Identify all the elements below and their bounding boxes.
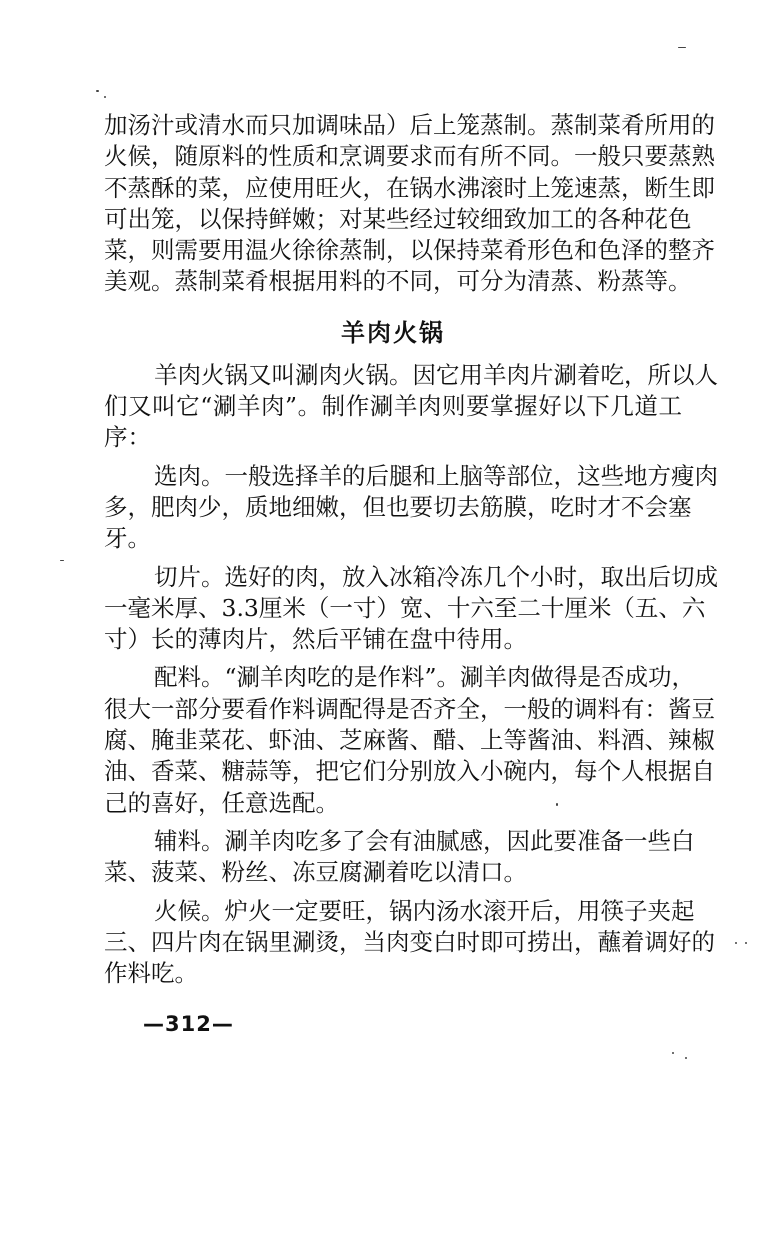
intro-line: 火候，随原料的性质和烹调要求而有所不同。一般只要蒸熟 <box>104 142 715 171</box>
scan-speck <box>672 1052 674 1054</box>
scan-speck <box>556 803 558 806</box>
paragraph-line: 菜、菠菜、粉丝、冻豆腐涮着吃以清口。 <box>104 858 527 887</box>
paragraph-line: 一毫米厚、3.3厘米（一寸）宽、十六至二十厘米（五、六 <box>104 593 706 622</box>
scan-speck <box>745 942 747 944</box>
paragraph-line: 们又叫它“涮羊肉”。制作涮羊肉则要掌握好以下几道工 <box>104 392 682 421</box>
paragraph <box>104 826 695 889</box>
scan-speck <box>104 96 106 98</box>
paragraph <box>104 662 715 818</box>
paragraph-line: 多，肥肉少，质地细嫩，但也要切去筋膜，吃时才不会塞 <box>104 492 692 521</box>
document-page <box>104 110 718 989</box>
paragraph <box>104 360 718 454</box>
paragraph-line: 配料。“涮羊肉吃的是作料”。涮羊肉做得是否成功， <box>154 663 696 692</box>
paragraph-line: 选肉。一般选择羊的后腿和上脑等部位，这些地方瘦肉 <box>154 461 718 490</box>
paragraph <box>104 562 718 656</box>
paragraph-line: 己的喜好，任意选配。 <box>104 788 339 817</box>
scan-speck <box>96 90 99 92</box>
paragraph-line: 牙。 <box>104 524 151 553</box>
scan-speck <box>735 942 737 944</box>
paragraph-line: 切片。选好的肉，放入冰箱冷冻几个小时，取出后切成 <box>154 562 718 591</box>
page-number: —312— <box>143 1012 234 1036</box>
paragraph-line: 序： <box>104 423 151 452</box>
paragraph-line: 腐、腌韭菜花、虾油、芝麻酱、醋、上等酱油、料酒、辣椒 <box>104 726 715 755</box>
scan-speck <box>60 560 64 561</box>
paragraph <box>104 461 718 555</box>
paragraph <box>104 896 715 990</box>
scan-speck <box>678 47 686 48</box>
paragraph-line: 作料吃。 <box>104 959 198 988</box>
intro-line: 美观。蒸制菜肴根据用料的不同，可分为清蒸、粉蒸等。 <box>104 267 692 296</box>
intro-line: 不蒸酥的菜，应使用旺火，在锅水沸滚时上笼速蒸，断生即 <box>104 173 715 202</box>
intro-line: 加汤汁或清水而只加调味品）后上笼蒸制。蒸制菜肴所用的 <box>104 111 715 139</box>
intro-line: 菜，则需要用温火徐徐蒸制，以保持菜肴形色和色泽的整齐 <box>104 236 715 265</box>
paragraph-line: 油、香菜、糖蒜等，把它们分别放入小碗内，每个人根据自 <box>104 757 715 786</box>
paragraph-line: 寸）长的薄肉片，然后平铺在盘中待用。 <box>104 625 527 654</box>
paragraph-line: 羊肉火锅又叫涮肉火锅。因它用羊肉片涮着吃，所以人 <box>154 360 718 389</box>
paragraph-line: 很大一部分要看作料调配得是否齐全，一般的调料有：酱豆 <box>104 694 715 723</box>
paragraph-line: 辅料。涮羊肉吃多了会有油腻感，因此要准备一些白 <box>154 826 695 855</box>
paragraph-line: 火候。炉火一定要旺，锅内汤水滚开后，用筷子夹起 <box>154 896 695 925</box>
paragraph-line: 三、四片肉在锅里涮烫，当肉变白时即可捞出，蘸着调好的 <box>104 927 715 956</box>
scan-speck <box>685 1057 687 1059</box>
intro-line: 可出笼，以保持鲜嫩；对某些经过较细致加工的各种花色 <box>104 204 692 233</box>
section-title: 羊肉火锅 <box>341 317 445 347</box>
